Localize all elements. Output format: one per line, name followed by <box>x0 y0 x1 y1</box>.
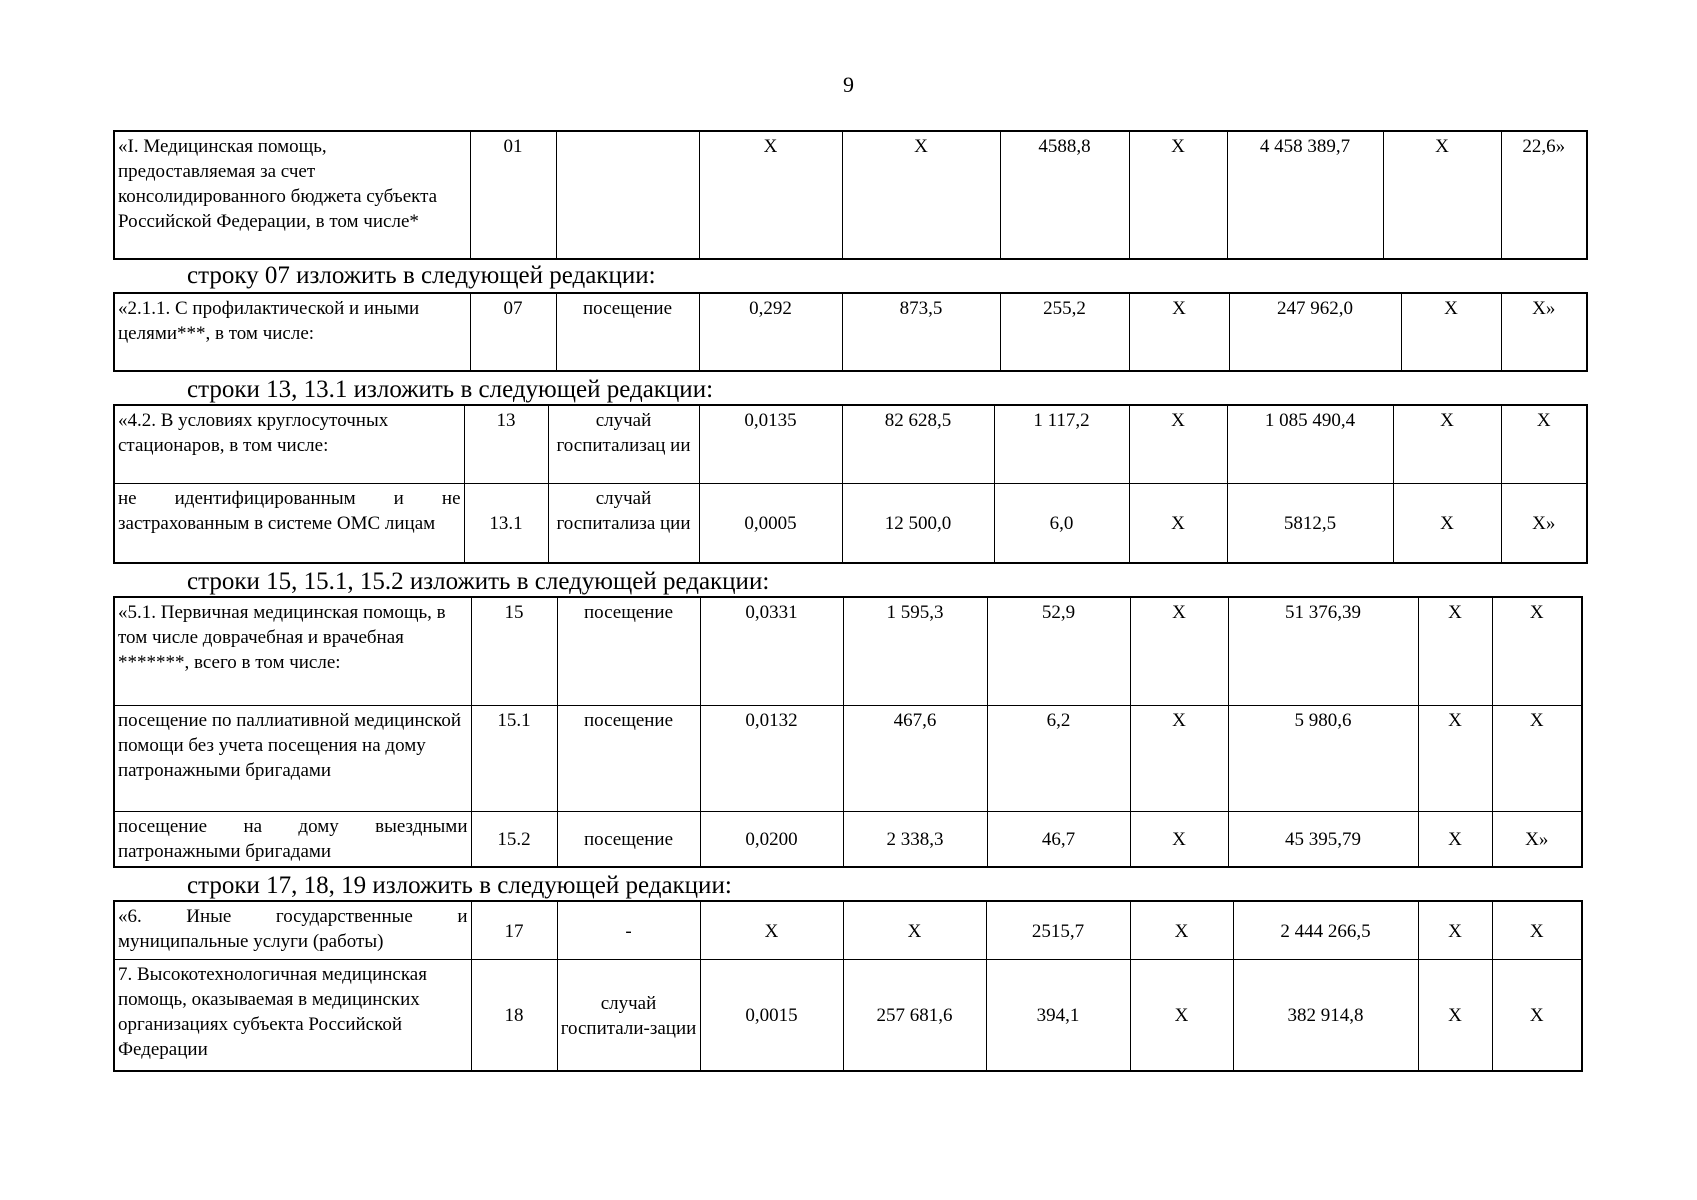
cell-col10: 22,6» <box>1501 131 1587 259</box>
table-section-01 <box>113 130 1588 260</box>
cell-col6: 1 117,2 <box>994 405 1129 483</box>
cell-col9: Х <box>1418 705 1492 811</box>
row-code: 15.1 <box>471 705 557 811</box>
cell-col9: Х <box>1393 405 1501 483</box>
cell-col10: Х <box>1501 405 1587 483</box>
table-row <box>114 901 1582 959</box>
row-unit: случай госпитализац ии <box>548 405 699 483</box>
table-rows-15-block <box>113 596 1586 868</box>
instruction-line: строку 07 изложить в следующей редакции: <box>187 262 656 289</box>
cell-col5: 82 628,5 <box>842 405 994 483</box>
cell-col7: Х <box>1129 293 1229 371</box>
table-row <box>114 597 1582 705</box>
table-row <box>114 405 1587 483</box>
table-row <box>114 483 1587 563</box>
cell-col6: 255,2 <box>1000 293 1129 371</box>
table-section-15 <box>113 596 1583 868</box>
row-name: «6. Иные государственные и муниципальные услуги (работы) <box>114 901 471 959</box>
row-name: «2.1.1. С профилактической и иными целями***, в том числе: <box>114 293 470 371</box>
cell-col7: Х <box>1130 901 1233 959</box>
row-unit: случай госпитализа ции <box>548 483 699 563</box>
cell-col10: Х» <box>1492 811 1582 867</box>
cell-col9: Х <box>1383 131 1501 259</box>
table-section-07 <box>113 292 1588 372</box>
table-section-17 <box>113 900 1583 1072</box>
cell-col5: 873,5 <box>842 293 1000 371</box>
cell-col7: Х <box>1129 483 1227 563</box>
row-unit: посещение <box>557 705 700 811</box>
cell-col7: Х <box>1130 959 1233 1071</box>
row-code: 17 <box>471 901 557 959</box>
table-row <box>114 959 1582 1071</box>
cell-col6: 394,1 <box>986 959 1130 1071</box>
instruction-line: строки 15, 15.1, 15.2 изложить в следующей редакции: <box>187 568 770 595</box>
cell-col9: Х <box>1418 901 1492 959</box>
row-name: «4.2. В условиях круглосуточных стационаров, в том числе: <box>114 405 464 483</box>
row-code: 01 <box>470 131 556 259</box>
cell-col8: 382 914,8 <box>1233 959 1418 1071</box>
cell-col9: Х <box>1418 597 1492 705</box>
table-row-01-block <box>113 130 1586 260</box>
cell-col6: 6,2 <box>987 705 1130 811</box>
cell-col9: Х <box>1418 959 1492 1071</box>
cell-col5: Х <box>843 901 986 959</box>
cell-col7: Х <box>1129 131 1227 259</box>
cell-col10: Х <box>1492 597 1582 705</box>
row-unit: случай госпитали-зации <box>557 959 700 1071</box>
row-unit <box>556 131 699 259</box>
cell-col10: Х <box>1492 959 1582 1071</box>
cell-col4: 0,0015 <box>700 959 843 1071</box>
cell-col6: 6,0 <box>994 483 1129 563</box>
cell-col5: 257 681,6 <box>843 959 986 1071</box>
cell-col8: 2 444 266,5 <box>1233 901 1418 959</box>
cell-col8: 51 376,39 <box>1228 597 1418 705</box>
cell-col5: 2 338,3 <box>843 811 987 867</box>
cell-col5: 1 595,3 <box>843 597 987 705</box>
cell-col5: 467,6 <box>843 705 987 811</box>
cell-col10: Х <box>1492 705 1582 811</box>
row-unit: посещение <box>557 597 700 705</box>
cell-col7: Х <box>1130 705 1228 811</box>
cell-col4: 0,0200 <box>700 811 843 867</box>
row-name: «I. Медицинская помощь, предоставляемая за счет консолидированного бюджета субъекта Российской Федерации, в том числе* <box>114 131 470 259</box>
cell-col4: 0,0135 <box>699 405 842 483</box>
cell-col4: 0,0331 <box>700 597 843 705</box>
cell-col4: 0,292 <box>699 293 842 371</box>
cell-col8: 4 458 389,7 <box>1227 131 1383 259</box>
cell-col8: 45 395,79 <box>1228 811 1418 867</box>
cell-col7: Х <box>1129 405 1227 483</box>
row-name: посещение на дому выездными патронажными бригадами <box>114 811 471 867</box>
row-name: «5.1. Первичная медицинская помощь, в том числе доврачебная и врачебная *******, всего в том числе: <box>114 597 471 705</box>
instruction-line: строки 13, 13.1 изложить в следующей редакции: <box>187 376 714 403</box>
row-name: посещение по паллиативной медицинской помощи без учета посещения на дому патронажными бригадами <box>114 705 471 811</box>
cell-col10: Х <box>1492 901 1582 959</box>
row-code: 13 <box>464 405 548 483</box>
cell-col10: Х» <box>1501 483 1587 563</box>
row-code: 13.1 <box>464 483 548 563</box>
row-code: 15 <box>471 597 557 705</box>
cell-col8: 1 085 490,4 <box>1227 405 1393 483</box>
table-row <box>114 705 1582 811</box>
cell-col9: Х <box>1418 811 1492 867</box>
row-unit: посещение <box>557 811 700 867</box>
row-code: 18 <box>471 959 557 1071</box>
cell-col9: Х <box>1401 293 1501 371</box>
cell-col8: 247 962,0 <box>1229 293 1401 371</box>
instruction-line: строки 17, 18, 19 изложить в следующей редакции: <box>187 872 732 899</box>
row-unit: - <box>557 901 700 959</box>
row-unit: посещение <box>556 293 699 371</box>
table-row <box>114 811 1582 867</box>
cell-col4: Х <box>700 901 843 959</box>
table-row-07-block <box>113 292 1586 372</box>
table-section-13 <box>113 404 1588 564</box>
cell-col8: 5 980,6 <box>1228 705 1418 811</box>
cell-col9: Х <box>1393 483 1501 563</box>
row-name: не идентифицированным и не застрахованным в системе ОМС лицам <box>114 483 464 563</box>
row-code: 07 <box>470 293 556 371</box>
cell-col6: 52,9 <box>987 597 1130 705</box>
page-number: 9 <box>843 72 854 97</box>
cell-col7: Х <box>1130 811 1228 867</box>
cell-col4: 0,0132 <box>700 705 843 811</box>
cell-col7: Х <box>1130 597 1228 705</box>
cell-col8: 5812,5 <box>1227 483 1393 563</box>
cell-col4: Х <box>699 131 842 259</box>
cell-col5: Х <box>842 131 1000 259</box>
table-rows-17-block <box>113 900 1586 1072</box>
cell-col6: 4588,8 <box>1000 131 1129 259</box>
table-row <box>114 131 1587 259</box>
table-row <box>114 293 1587 371</box>
cell-col6: 46,7 <box>987 811 1130 867</box>
cell-col4: 0,0005 <box>699 483 842 563</box>
row-name: 7. Высокотехнологичная медицинская помощь, оказываемая в медицинских организациях субъекта Российской Федерации <box>114 959 471 1071</box>
cell-col6: 2515,7 <box>986 901 1130 959</box>
cell-col5: 12 500,0 <box>842 483 994 563</box>
row-code: 15.2 <box>471 811 557 867</box>
cell-col10: Х» <box>1501 293 1587 371</box>
table-rows-13-block <box>113 404 1586 564</box>
